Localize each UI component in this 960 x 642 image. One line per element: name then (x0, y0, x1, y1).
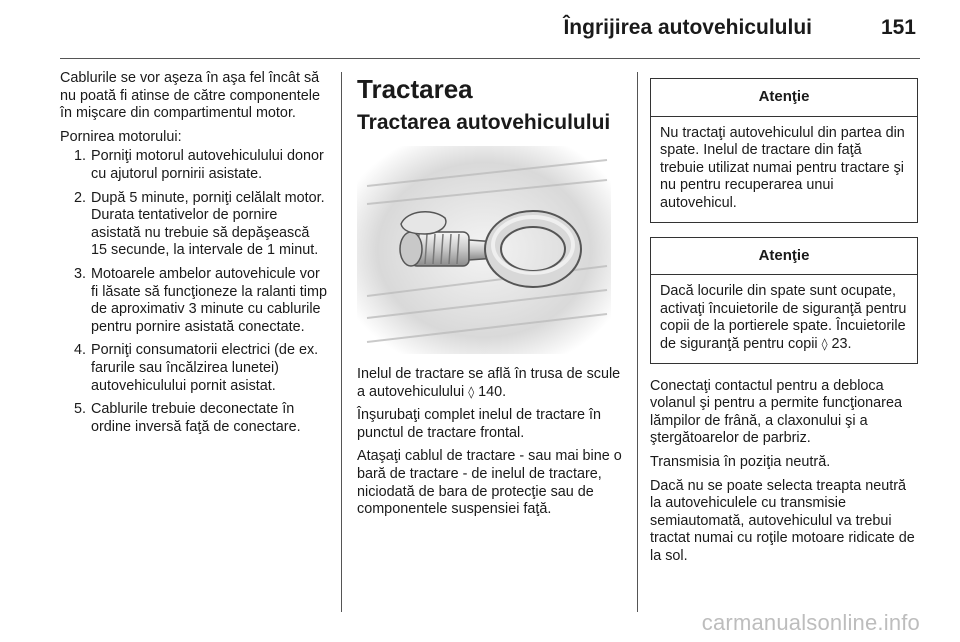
column-3 (650, 70, 920, 571)
paragraph-neutral: Transmisia în poziţia neutră. (650, 453, 831, 470)
step-text: După 5 minute, porniţi celălalt motor. Durata tentativelor de pornire asistată nu trebuie să depăşească 15 secunde, la intervale de 1 minut. (91, 189, 325, 259)
step-text: Porniţi consumatorii electrici (de ex. farurile sau încălzirea lunetei) autovehiculului pornit asistat. (91, 342, 319, 394)
section-subheading: Tractarea autovehiculului (357, 111, 611, 134)
towing-eye-illustration (357, 146, 611, 354)
paragraph-screw-in: Înşurubaţi complet inelul de tractare în punctul de tractare frontal. (357, 407, 601, 441)
page-reference: 23. (831, 335, 852, 352)
page-number: 151 (880, 16, 916, 39)
paragraph-semiautomatic: Dacă nu se poate selecta treapta neutră la autovehiculele cu transmisie semiautomată, autovehiculul va trebui tractat numai cu roţile motoare ridicate de la sol. (650, 477, 915, 564)
column-divider-1 (341, 72, 342, 612)
step-text: Motoarele ambelor autovehicule vor fi lăsate să funcţioneze la ralanti timp de aproximativ 3 minute cu cablurile pentru pornire asistată conectate. (91, 265, 327, 335)
step-number: 4. (73, 342, 86, 359)
step-number: 2. (73, 189, 86, 206)
warning-text: Nu tractaţi autovehiculul din partea din spate. Inelul de tractare din faţă trebuie utilizat numai pentru tractare şi nu pentru recuperarea unui autovehicul. (660, 124, 905, 211)
step-text: Cablurile trebuie deconectate în ordine inversă faţă de conectare. (91, 401, 301, 435)
paragraph-text: Inelul de tractare se află în trusa de scule a autovehiculului (357, 366, 621, 400)
list-item (60, 342, 328, 395)
warning-title: Atenţie (651, 79, 917, 117)
list-item (60, 148, 328, 183)
start-engine-heading: Pornirea motorului: (60, 128, 182, 145)
page-reference: 140. (478, 383, 507, 400)
column-2 (357, 70, 627, 525)
paragraph-ignition: Conectaţi contactul pentru a debloca volanul şi pentru a permite funcţionarea lămpilor de frână, a claxonului şi a ştergătoarelor de parbriz. (650, 377, 902, 447)
step-number: 5. (73, 401, 86, 418)
header-divider (60, 58, 920, 59)
list-item (60, 266, 328, 336)
warning-title: Atenţie (651, 238, 917, 276)
warning-box (650, 237, 918, 364)
intro-paragraph: Cablurile se vor aşeza în aşa fel încât să nu poată fi atinse de către componentele în mişcare din compartimentul motor. (60, 70, 321, 122)
warning-text (651, 275, 917, 362)
warning-body: Dacă locurile din spate sunt ocupate, activaţi încuietorile de siguranţă pentru copii de la portierele spate. Încuietorile de siguranţă pentru copii (660, 283, 907, 352)
step-number: 1. (73, 148, 86, 165)
paragraph-attach-cable: Ataşaţi cablul de tractare - sau mai bine o bară de tractare - de inelul de tractare, niciodată de bara de protecţie sau de componentele suspensiei faţă. (357, 448, 622, 518)
warning-box (650, 78, 918, 223)
steps-list (60, 148, 328, 436)
step-number: 3. (73, 265, 86, 282)
paragraph-tool-kit (357, 366, 627, 401)
section-heading: Tractarea (357, 74, 473, 104)
column-1 (60, 70, 328, 442)
list-item (60, 401, 328, 436)
page-reference-icon: ◊ (468, 384, 475, 399)
step-text: Porniţi motorul autovehiculului donor cu ajutorul pornirii asistate. (91, 148, 324, 182)
watermark: carmanualsonline.info (701, 610, 920, 635)
column-divider-2 (637, 72, 638, 612)
page-reference-icon: ◊ (821, 336, 828, 351)
header-title: Îngrijirea autovehiculului (563, 16, 812, 39)
list-item (60, 190, 328, 260)
